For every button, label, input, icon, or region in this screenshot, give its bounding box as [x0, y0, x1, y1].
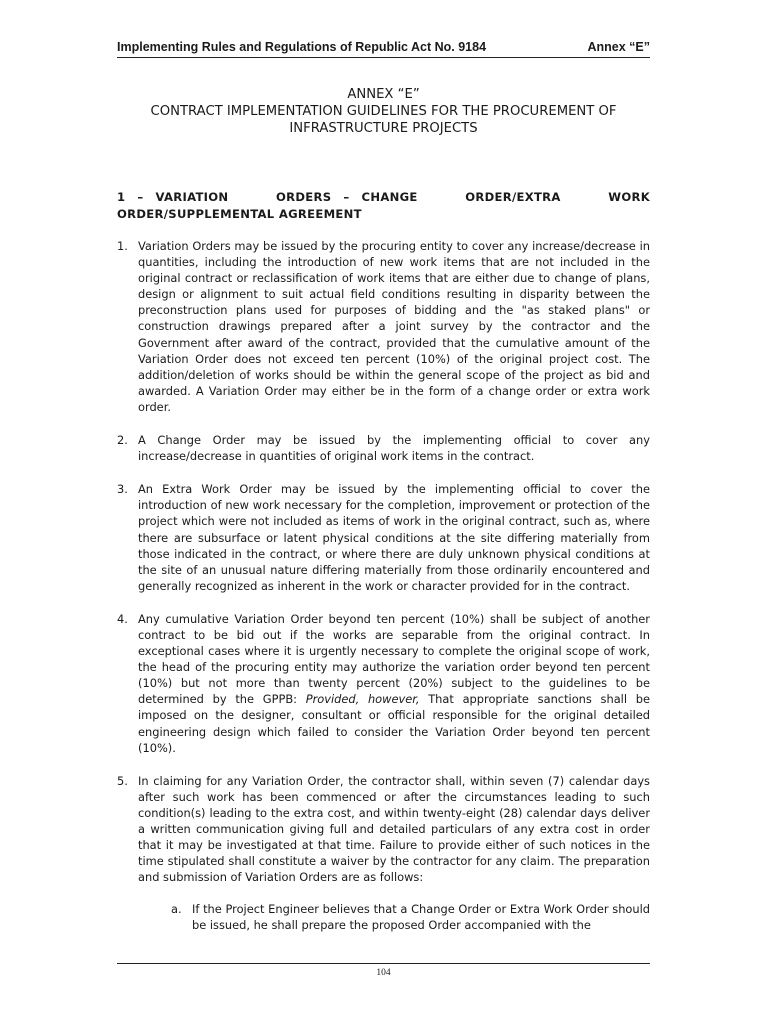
list-item-text	[138, 611, 650, 756]
list-item-number: 2.	[117, 433, 128, 448]
list-item	[117, 238, 650, 415]
document-body	[117, 238, 650, 934]
document-title	[117, 86, 650, 137]
section-title-part-1: VARIATION ORDERS	[155, 190, 332, 204]
list-item-text: Variation Orders may be issued by the procuring entity to cover any increase/decrease in quantities, including the introduction of new work items that are not included in the original contract or reclassification of work items that are either due to change of plans, design or alignment to suit actual field conditions resulting in disparity between the preconstruction plans used for purposes of bidding and the "as staked plans" or construction drawings prepared after a joint survey by the contractor and the Government after award of the contract, provided that the cumulative amount of the Variation Order does not exceed ten percent (10%) of the original project cost. The addition/deletion of works should be within the general scope of the project as bid and awarded. A Variation Order may either be in the form of a change order or extra work order.	[138, 239, 650, 414]
title-annex: ANNEX “E”	[347, 87, 420, 102]
sub-list-item	[171, 901, 650, 933]
list-item-text: An Extra Work Order may be issued by the implementing official to cover the introduction of new work necessary for the completion, improvement or protection of the project which were not included as items of work in the original contract, such as, where there are subsurface or latent physical conditions at the site differing materially from those indicated in the contract, or where there are duly unknown physical conditions at the site of an unusual nature differing materially from those ordinarily encountered and generally recognized as inherent in the work or character provided for in the contract.	[138, 482, 650, 593]
list-item	[117, 481, 650, 594]
list-item-number: 4.	[117, 611, 128, 626]
title-line-3: INFRASTRUCTURE PROJECTS	[289, 121, 478, 136]
section-number: 1	[117, 190, 126, 204]
section-heading	[117, 189, 650, 223]
header-title: Implementing Rules and Regulations of Republic Act No. 9184	[117, 40, 487, 54]
list-item-number: 5.	[117, 773, 128, 788]
running-header	[117, 40, 650, 58]
section-title-part-2: CHANGE ORDER/EXTRA WORK ORDER/SUPPLEMENTAL AGREEMENT	[117, 190, 650, 221]
list-item-text: In claiming for any Variation Order, the contractor shall, within seven (7) calendar days after such work has been commenced or after the circumstances leading to such condition(s) leading to the extra cost, and within twenty-eight (28) calendar days deliver a written communication giving full and detailed particulars of any extra cost in order that it may be investigated at that time. Failure to provide either of such notices in the time stipulated shall constitute a waiver by the contractor for any claim. The preparation and submission of Variation Orders are as follows:	[138, 773, 650, 885]
section-dash: –	[343, 190, 350, 204]
list-item	[117, 773, 650, 886]
list-item-number: 3.	[117, 482, 128, 497]
list-item	[117, 611, 650, 756]
list-item-text-part: That appropriate sanctions shall be imposed on the designer, consultant or official responsible for the original detailed engineering design which failed to consider the Variation Order beyond ten percent (10%).	[138, 692, 650, 755]
title-line-2: CONTRACT IMPLEMENTATION GUIDELINES FOR THE PROCUREMENT OF	[150, 104, 617, 119]
list-item	[117, 432, 650, 464]
list-item-text-part: Any cumulative Variation Order beyond ten percent (10%) shall be subject of another contract to be bid out if the works are separable from the original contract. In exceptional cases where it is urgently necessary to complete the original scope of work, the head of the procuring entity may authorize the variation order beyond ten percent (10%) but not more than twenty percent (20%) subject to the guidelines to be determined by the GPPB:	[138, 611, 650, 707]
proviso-italic: Provided, however,	[305, 692, 420, 707]
sub-list-item-letter: a.	[171, 902, 182, 917]
running-footer	[117, 963, 650, 978]
section-dash: –	[137, 190, 144, 204]
sub-list-item-text: If the Project Engineer believes that a Change Order or Extra Work Order should be issued, he shall prepare the proposed Order accompanied with the	[192, 902, 650, 933]
page-number: 104	[376, 968, 391, 978]
list-item-number: 1.	[117, 239, 128, 253]
header-annex-label: Annex “E”	[587, 40, 650, 54]
list-item-text: A Change Order may be issued by the implementing official to cover any increase/decrease in quantities of original work items in the contract.	[138, 433, 650, 464]
